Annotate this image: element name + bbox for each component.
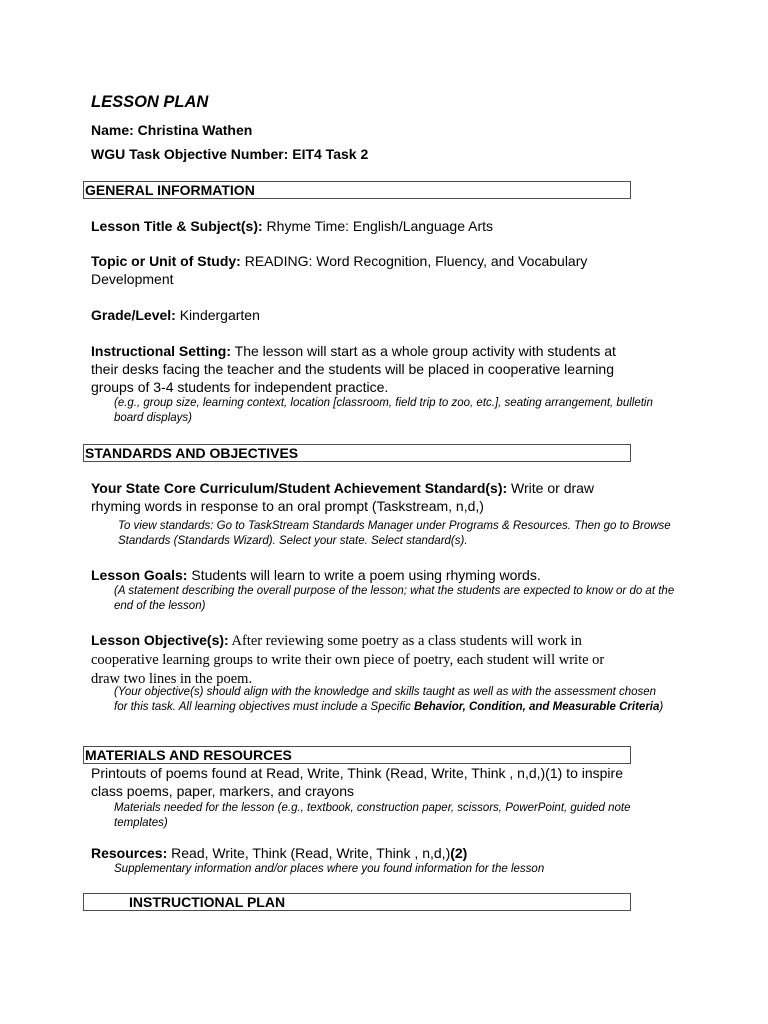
section-heading-instructional-plan: INSTRUCTIONAL PLAN <box>83 893 631 911</box>
grade-label: Grade/Level: <box>91 307 176 323</box>
topic-label: Topic or Unit of Study: <box>91 253 241 269</box>
resources-value: Read, Write, Think (Read, Write, Think , n,d,) <box>167 845 451 861</box>
section-heading-materials-resources: MATERIALS AND RESOURCES <box>83 746 631 764</box>
lesson-goals-note: (A statement describing the overall purpose of the lesson; what the students are expected to know or do at the end of the lesson) <box>114 585 675 612</box>
lesson-objective-note <box>114 685 669 714</box>
grade-value: Kindergarten <box>175 307 260 323</box>
grade-field <box>91 307 631 325</box>
resources-note: Supplementary information and/or places where you found information for the lesson <box>114 863 545 875</box>
materials-note: Materials needed for the lesson (e.g., textbook, construction paper, scissors, PowerPoint, guided note templates) <box>114 802 631 829</box>
core-standard-field <box>91 480 631 516</box>
task-objective-number: WGU Task Objective Number: EIT4 Task 2 <box>91 146 369 162</box>
core-standard-value: Write or draw rhyming words in response to an oral prompt (Taskstream, n,d,) <box>91 480 595 514</box>
lesson-objective-label: Lesson Objective(s): <box>91 632 229 648</box>
lesson-goals-value: Students will learn to write a poem using rhyming words. <box>187 567 541 583</box>
instructional-setting-note: (e.g., group size, learning context, location [classroom, field trip to zoo, etc.], seating arrangement, bulletin board displays) <box>114 397 653 424</box>
document-title: LESSON PLAN <box>91 93 209 111</box>
lesson-objective-field <box>91 632 631 688</box>
instructional-setting-label: Instructional Setting: <box>91 343 231 359</box>
lesson-title-value: Rhyme Time: English/Language Arts <box>262 218 494 234</box>
instructional-setting-value: The lesson will start as a whole group activity with students at their desks facing the teacher and the students will be placed in cooperative learning groups of 3-4 students for independent practice. <box>91 343 616 395</box>
author-name: Name: Christina Wathen <box>91 122 253 138</box>
resources-suffix: (2) <box>450 845 468 861</box>
lesson-objective-note-emphasis: Behavior, Condition, and Measurable Criteria <box>414 700 660 713</box>
topic-value: READING: Word Recognition, Fluency, and Vocabulary Development <box>91 253 588 287</box>
core-standard-note: To view standards: Go to TaskStream Standards Manager under Programs & Resources. Then go to Browse Standards (Standards Wizard). Select your state. Select standard(s). <box>118 520 671 547</box>
resources-field <box>91 845 631 863</box>
lesson-title-label: Lesson Title & Subject(s): <box>91 218 263 234</box>
lesson-objective-note-text: (Your objective(s) should align with the knowledge and skills taught as well as with the assessment chosen for this task. All learning objectives must include a Specific <box>114 686 657 713</box>
lesson-objective-value: After reviewing some poetry as a class students will work in cooperative learning groups to write their own piece of poetry, each student will write or draw two lines in the poem. <box>91 633 605 687</box>
section-heading-standards-objectives: STANDARDS AND OBJECTIVES <box>83 444 631 462</box>
lesson-goals-label: Lesson Goals: <box>91 567 188 583</box>
lesson-goals-field <box>91 567 631 585</box>
lesson-objective-note-close: ) <box>659 700 664 713</box>
instructional-setting-field <box>91 343 631 396</box>
section-heading-general-information: GENERAL INFORMATION <box>83 181 631 199</box>
topic-field <box>91 253 631 289</box>
resources-label: Resources: <box>91 845 168 861</box>
core-standard-label: Your State Core Curriculum/Student Achievement Standard(s): <box>91 480 508 496</box>
materials-value: Printouts of poems found at Read, Write, Think (Read, Write, Think , n,d,)(1) to inspire class poems, paper, markers, and crayons <box>91 765 623 799</box>
lesson-title-field <box>91 218 631 236</box>
